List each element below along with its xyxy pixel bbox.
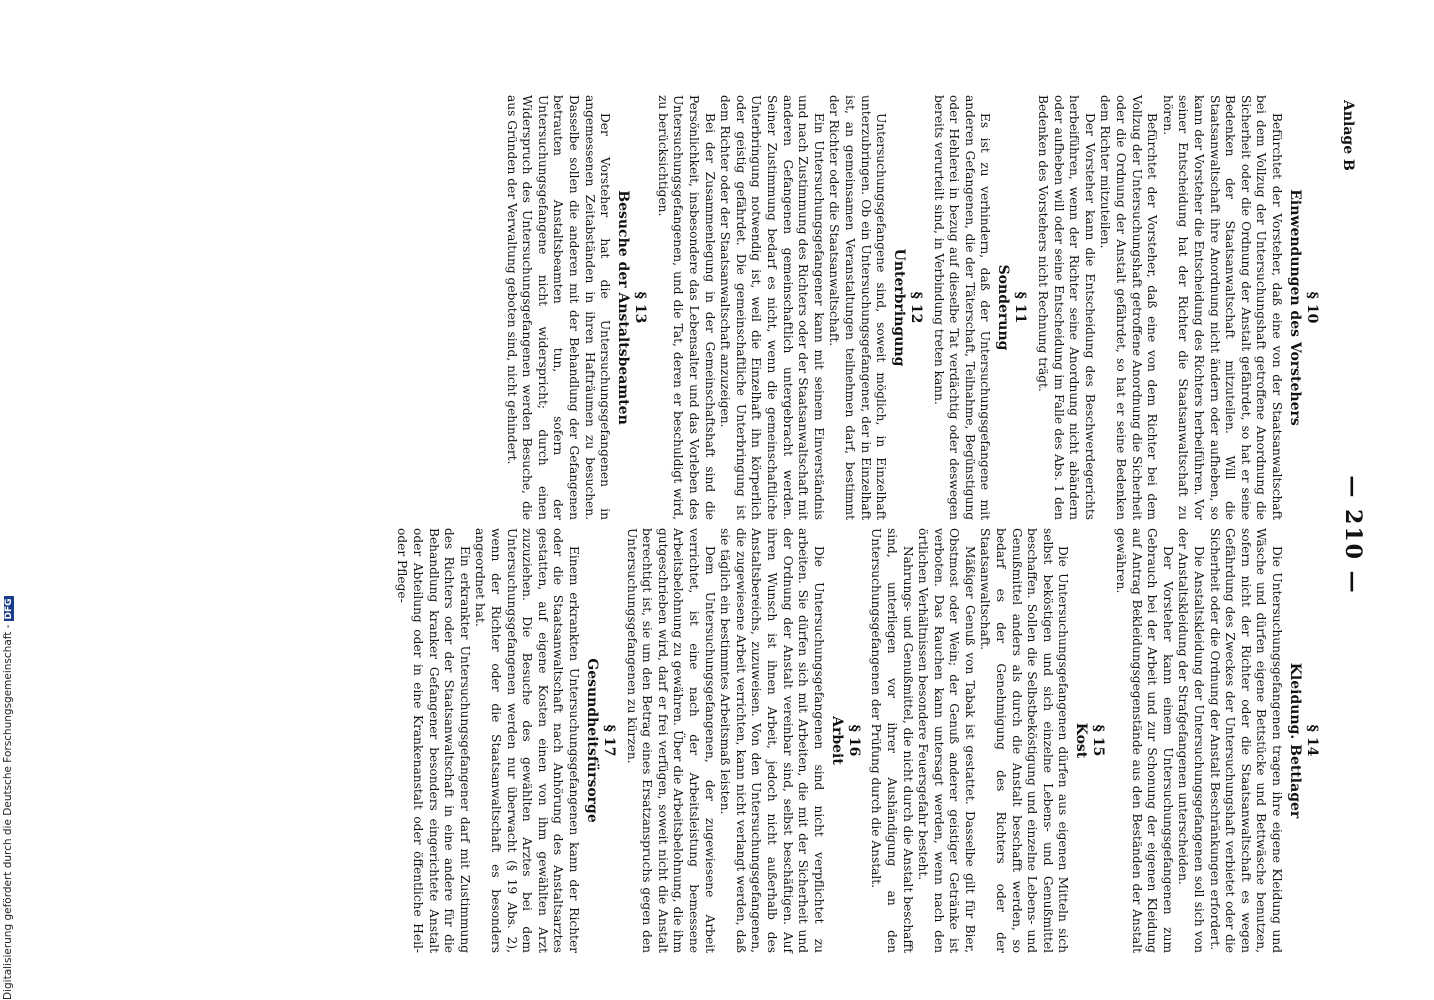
paragraph: Ein Untersuchungsgefangener kann mit seinem Einverständnis und nach Zustimmung des Richters oder der Staatsanwaltschaft mit anderen Gefangenen gemeinschaftlich untergebracht werden. Seiner Zustimmung bedarf es nicht, wenn die gemeinschaftliche Unterbringung notwendig ist, weil die Einzelhaft ihn körperlich oder geistig gefährdet. Die gemeinschaftliche Unterbringung ist dem Richter oder der Staatsanwaltschaft anzuzeigen. [718,95,826,520]
paragraph: Befürchtet der Vorsteher, daß eine von der Staatsanwaltschaft bei dem Vollzug der Untersuchungshaft getroffene Anordnung die Sicherheit oder die Ordnung der Anstalt gefährdet, so hat er seine Bedenken der Staatsanwaltschaft mitzuteilen. Will die Staatsanwaltschaft ihre Anordnung nicht ändern oder aufheben, so kann der Vorsteher die Entscheidung des Richters herbeiführen. Vor seiner Entscheidung hat der Richter die Staatsanwaltschaft zu hören. [1160,95,1284,521]
section-title: Unterbringung [891,248,908,367]
paragraph: Untersuchungsgefangene sind, soweit möglich, in Einzelhaft unterzubringen. Ob ein Untersuchungsgefangener, der in Einzelhaft ist, an gemeinsamen Veranstaltungen teilnehmen darf, bestimmt der Richter oder die Staatsanwaltschaft. [827,95,889,520]
paragraph: Bei der Zusammenlegung in der Gemeinschaftshaft sind die Persönlichkeit, insbesondere das Lebensalter und das Vorleben des Untersuchungsgefangenen, und die Tat, deren er beschuldigt wird, zu berücksichtigen. [655,95,717,520]
paragraph: Einem erkrankten Untersuchungsgefangenen kann der Richter oder die Staatsanwaltschaft nach Anhörung des Anstaltsarztes gestatten, auf eigene Kosten einen von ihm gewählten Arzt zuzuziehen. Die Besuche des gewählten Arztes bei dem Untersuchungsgefangenen werden nur überwacht (§ 19 Abs. 2), wenn der Richter oder die Staatsanwaltschaft es besonders angeordnet hat. [473,528,582,953]
right-column [388,528,1322,953]
section [503,95,648,520]
paragraph: Nahrungs- und Genußmittel, die nicht durch die Anstalt beschafft sind, unterliegen vor ihrer Aushändigung an den Untersuchungsgefangenen der Prüfung durch die Anstalt. [869,528,915,953]
section-number: § 16 [845,724,862,757]
section [930,95,1028,520]
section [868,528,1107,953]
section-title: Gesundheitsfürsorge [584,658,601,823]
paragraph: Die Untersuchungsgefangenen tragen ihre eigene Kleidung und Wäsche und dürfen eigene Bettstücke und Bettwäsche benutzen, sofern nicht der Richter oder die Staatsanwaltschaft es wegen Gefährdung des Zweckes der Untersuchungshaft verbietet oder die Sicherheit oder die Ordnung der Anstalt Beschränkungen erfordert. [1207,528,1284,953]
page-number: — 210 — [1340,475,1366,595]
paragraph: Der Vorsteher kann die Entscheidung des Beschwerdegerichts herbeiführen, wenn der Richter seine Anordnung nicht abändern oder aufheben will oder seine Entscheidung im Falle des Abs. 1 den Bedenken des Vorstehers nicht Rechnung trägt. [1036,95,1097,520]
section-title: Arbeit [828,716,845,765]
section-title: Besuche der Anstaltsbeamten [615,190,632,425]
left-column [497,95,1322,520]
section [1112,528,1320,953]
running-header [1336,0,1366,1000]
paragraph: Der Vorsteher kann einem Untersuchungsgefangenen zum Gebrauch bei der Arbeit und zur Schonung der eigenen Kleidung auf Antrag Bekleidungsgegenstände aus den Beständen der Anstalt gewähren. [1114,528,1175,953]
section-number: § 14 [1304,724,1320,757]
dfg-logo: DFG [4,598,14,620]
section-number: § 10 [1304,291,1320,324]
digitization-credit [2,0,14,1000]
section-number: § 11 [1012,291,1029,324]
section-title: Kost [1073,722,1090,759]
section [1035,95,1321,520]
section-number: § 12 [908,291,925,324]
paragraph: Befürchtet der Vorsteher, daß eine von dem Richter bei dem Vollzug der Untersuchungshaft getroffene Anordnung die Sicherheit oder die Ordnung der Anstalt gefährdet, so hat er seine Bedenken dem Richter mitzuteilen. [1098,95,1160,520]
paragraph: Die Untersuchungsgefangenen sind nicht verpflichtet zu arbeiten. Sie dürfen sich mit Arbeiten, die mit der Sicherheit und der Ordnung der Anstalt vereinbar sind, selbst beschäftigen. Auf ihren Wunsch ist ihnen Arbeit, jedoch nicht außerhalb des Anstaltsbereichs, zuzuweisen. Von den Untersuchungsgefangenen, die zugewiesene Arbeit verrichten, kann nicht verlangt werden, daß sie täglich ein bestimmtes Arbeitsmaß leisten. [718,528,826,953]
appendix-label: Anlage B [1340,100,1356,171]
credit-text: Digitalisierung gefördert durch die Deutsche Forschungsgemeinschaft - [2,624,14,1000]
paragraph: Die Anstaltskleidung der Untersuchungsgefangenen soll sich von der Anstaltskleidung der Strafgefangenen unterscheiden. [1176,528,1207,953]
section [394,528,617,953]
paragraph: Es ist zu verhindern, daß der Untersuchungsgefangene mit anderen Gefangenen, die der Täterschaft, Teilnahme, Begünstigung oder Hehlerei in bezug auf dieselbe Tat verdächtig oder deswegen bereits verurteilt sind, in Verbindung treten kann. [931,95,993,520]
paragraph: Ein erkrankter Untersuchungsgefangener darf mit Zustimmung des Richters oder der Staatsanwaltschaft in eine andere für die Behandlung kranker Gefangener besonders eingerichtete Anstalt oder Abteilung oder in eine Krankenanstalt oder öffentliche Heil- oder Pflege- [395,528,472,953]
paragraph: Der Vorsteher hat die Untersuchungsgefangenen in angemessenen Zeitabständen in ihren Hafträumen zu besuchen. Dasselbe sollen die anderen mit der Behandlung der Gefangenen betrauten Anstaltsbeamten tun, sofern der Untersuchungsgefangene nicht widerspricht; durch einen Widerspruch des Untersuchungsgefangenen werden Besuche, die aus Gründen der Verwaltung geboten sind, nicht gehindert. [504,95,613,520]
section-title: Kleidung. Bettlager [1287,662,1303,819]
section-title: Einwendungen des Vorstehers [1287,189,1303,426]
paragraph: Mäßiger Genuß von Tabak ist gestattet. Dasselbe gilt für Bier, Obstmost oder Wein; der Genuß anderer geistiger Getränke ist verboten. Das Rauchen kann untersagt werden, wenn nach den örtlichen Verhältnissen besondere Feuersgefahr besteht. [916,528,977,953]
section [623,528,862,953]
paragraph: Dem Untersuchungsgefangenen, der zugewiesene Arbeit verrichtet, ist eine nach der Arbeitsleistung bemessene Arbeitsbelohnung zu gewähren. Über die Arbeitsbelohnung, die ihm gutgeschrieben wird, darf er frei verfügen, soweit nicht die Anstalt berechtigt ist, sie um den Betrag eines Ersatzanspruchs gegen den Untersuchungsgefangenen zu kürzen. [624,528,717,953]
paragraph: Die Untersuchungsgefangenen dürfen aus eigenen Mitteln sich selbst beköstigen und sich einzelne Lebens- und Genußmittel beschaffen. Sollen die Selbstbeköstigung und einzelne Lebens- und Genußmittel anders als durch die Anstalt beschafft werden, so bedarf es der Genehmigung des Richters oder der Staatsanwaltschaft. [978,528,1071,953]
section-title: Sonderung [995,264,1012,351]
section-number: § 15 [1090,724,1107,757]
section-number: § 17 [601,724,618,757]
section-number: § 13 [632,291,649,324]
section [654,95,924,520]
